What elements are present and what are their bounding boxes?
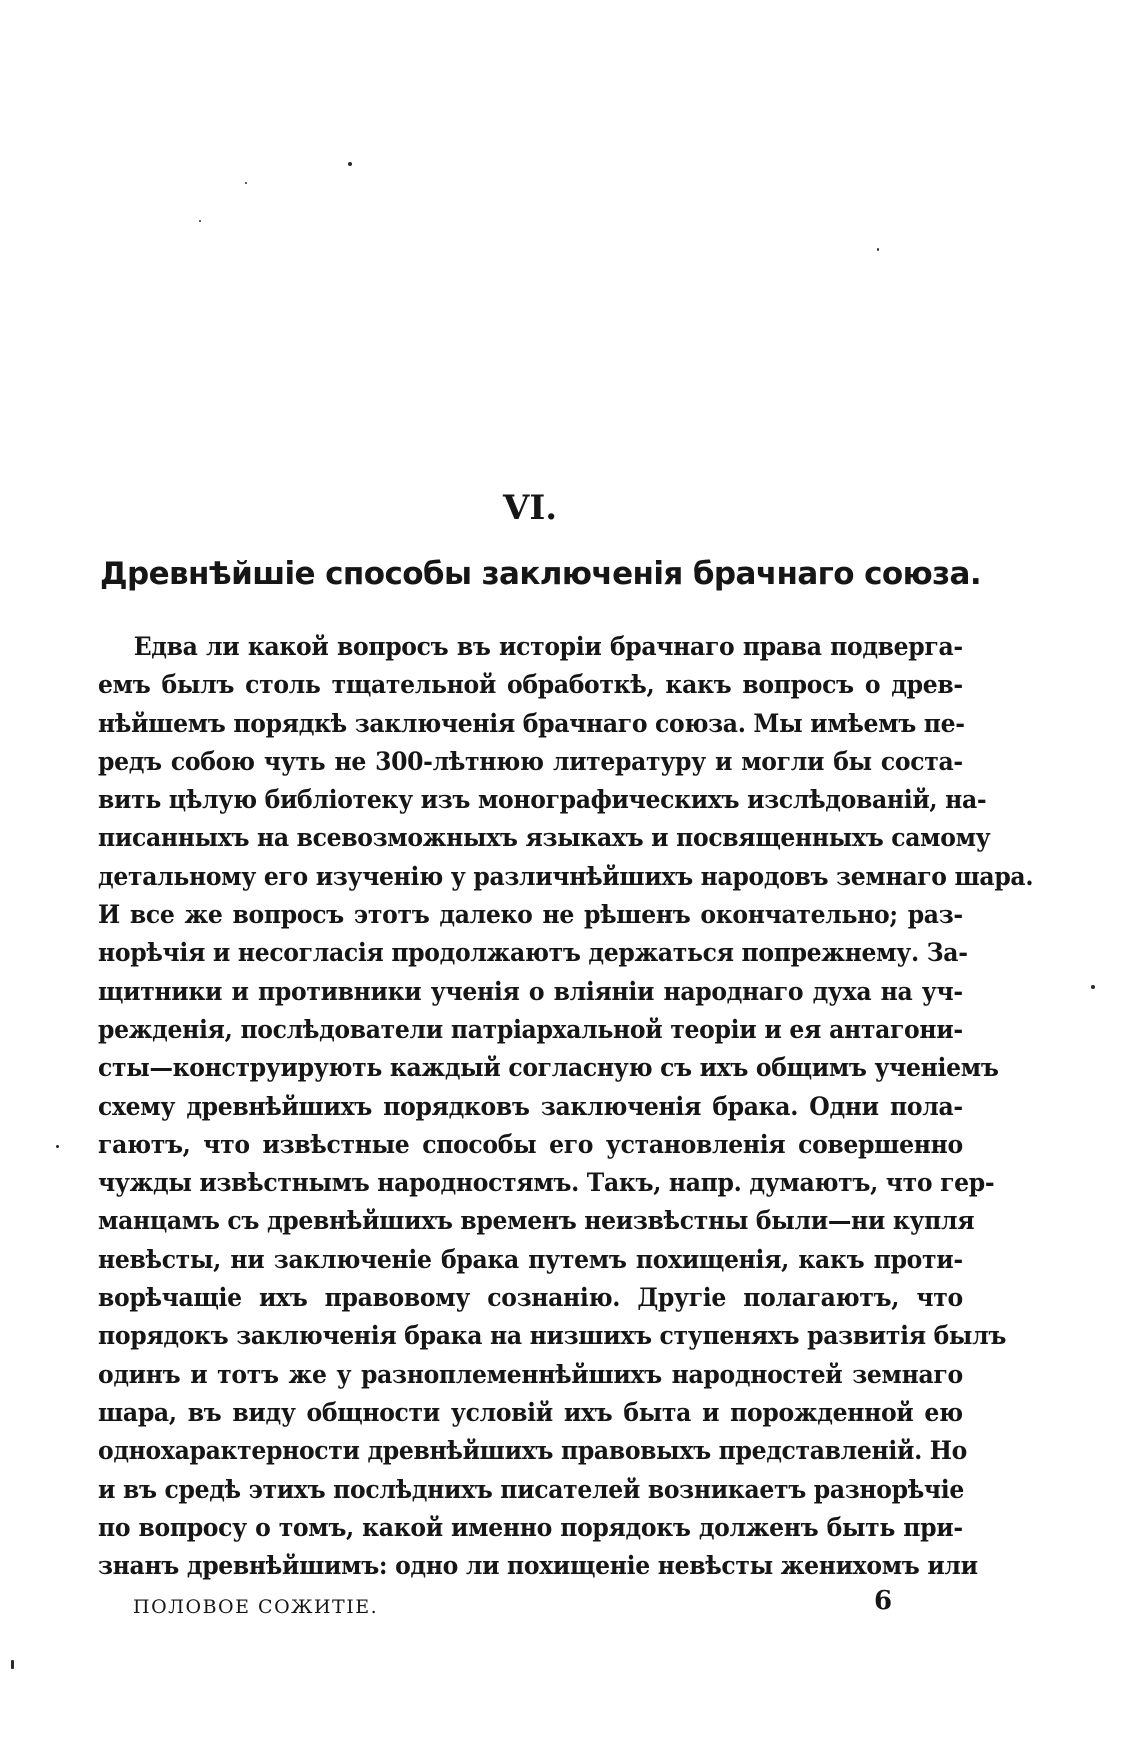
text-line: нѣйшемъ порядкѣ заключенія брачнаго союза. Мы имѣемъ пе- xyxy=(98,708,965,738)
text-line: знанъ древнѣйшимъ: одно ли похищеніе невѣсты женихомъ или xyxy=(98,1551,978,1581)
text-line: режденія, послѣдователи патріархальной теоріи и ея антагони- xyxy=(98,1014,963,1044)
text-line: емъ былъ столь тщательной обработкѣ, какъ вопросъ о древ- xyxy=(98,670,963,700)
text-line: вить цѣлую библіотеку изъ монографическихъ изслѣдованій, на- xyxy=(98,785,987,815)
text-line: манцамъ съ древнѣйшихъ временъ неизвѣстны были—ни купля xyxy=(98,1206,975,1236)
text-line: ворѣчащіе ихъ правовому сознанію. Другіе полагаютъ, что xyxy=(98,1283,963,1313)
text-line: писанныхъ на всевозможныхъ языкахъ и посвященныхъ самому xyxy=(98,823,991,853)
page-number: 6 xyxy=(874,1586,893,1616)
text-line: однохарактерности древнѣйшихъ правовыхъ представленій. Но xyxy=(98,1436,968,1466)
text-line: детальному его изученію у различнѣйшихъ народовъ земнаго шара. xyxy=(98,861,1034,891)
text-line: редъ собою чуть не 300-лѣтнюю литературу и могли бы соста- xyxy=(98,746,963,776)
text-line: Едва ли какой вопросъ въ исторіи брачнаго права подверга- xyxy=(133,632,963,661)
text-line: сты—конструирують каждый согласную съ ихъ общимъ ученіемъ xyxy=(98,1053,999,1083)
text-line: И все же вопросъ этотъ далеко не рѣшенъ окончательно; раз- xyxy=(98,900,963,930)
text-line: схему древнѣйшихъ порядковъ заключенія брака. Одни пола- xyxy=(98,1091,963,1121)
scan-speck xyxy=(56,1145,59,1148)
chapter-title: Древнѣйшіе способы заключенія брачнаго союза. xyxy=(100,556,982,592)
text-line: щитники и противники ученія о вліяніи народнаго духа на уч- xyxy=(98,976,963,1006)
body-text xyxy=(98,628,1034,1585)
running-footer-title: ПОЛОВОЕ СОЖИТІЕ. xyxy=(133,1596,379,1618)
scan-speck xyxy=(877,248,879,251)
text-line: гаютъ, что извѣстные способы его установленія совершенно xyxy=(98,1129,963,1159)
text-line: норѣчія и несогласія продолжаютъ держаться попрежнему. За- xyxy=(98,938,968,968)
scan-speck xyxy=(199,220,201,222)
scan-speck xyxy=(1091,985,1095,989)
text-line: чужды извѣстнымъ народностямъ. Такъ, напр. думаютъ, что гер- xyxy=(98,1168,995,1198)
scan-speck xyxy=(245,182,247,184)
text-line: шара, въ виду общности условій ихъ быта и порожденной ею xyxy=(98,1397,963,1427)
text-line: по вопросу о томъ, какой именно порядокъ долженъ быть при- xyxy=(98,1512,963,1542)
scan-speck xyxy=(11,1660,14,1669)
text-line: и въ средѣ этихъ послѣднихъ писателей возникаетъ разнорѣчіе xyxy=(98,1474,965,1504)
text-line: невѣсты, ни заключеніе брака путемъ похищенія, какъ проти- xyxy=(98,1244,963,1274)
scan-speck xyxy=(348,162,352,166)
text-line: одинъ и тотъ же у разноплеменнѣйшихъ народностей земнаго xyxy=(98,1359,963,1389)
chapter-number: VI. xyxy=(502,488,558,528)
text-line: порядокъ заключенія брака на низшихъ ступеняхъ развитія былъ xyxy=(98,1321,1007,1351)
